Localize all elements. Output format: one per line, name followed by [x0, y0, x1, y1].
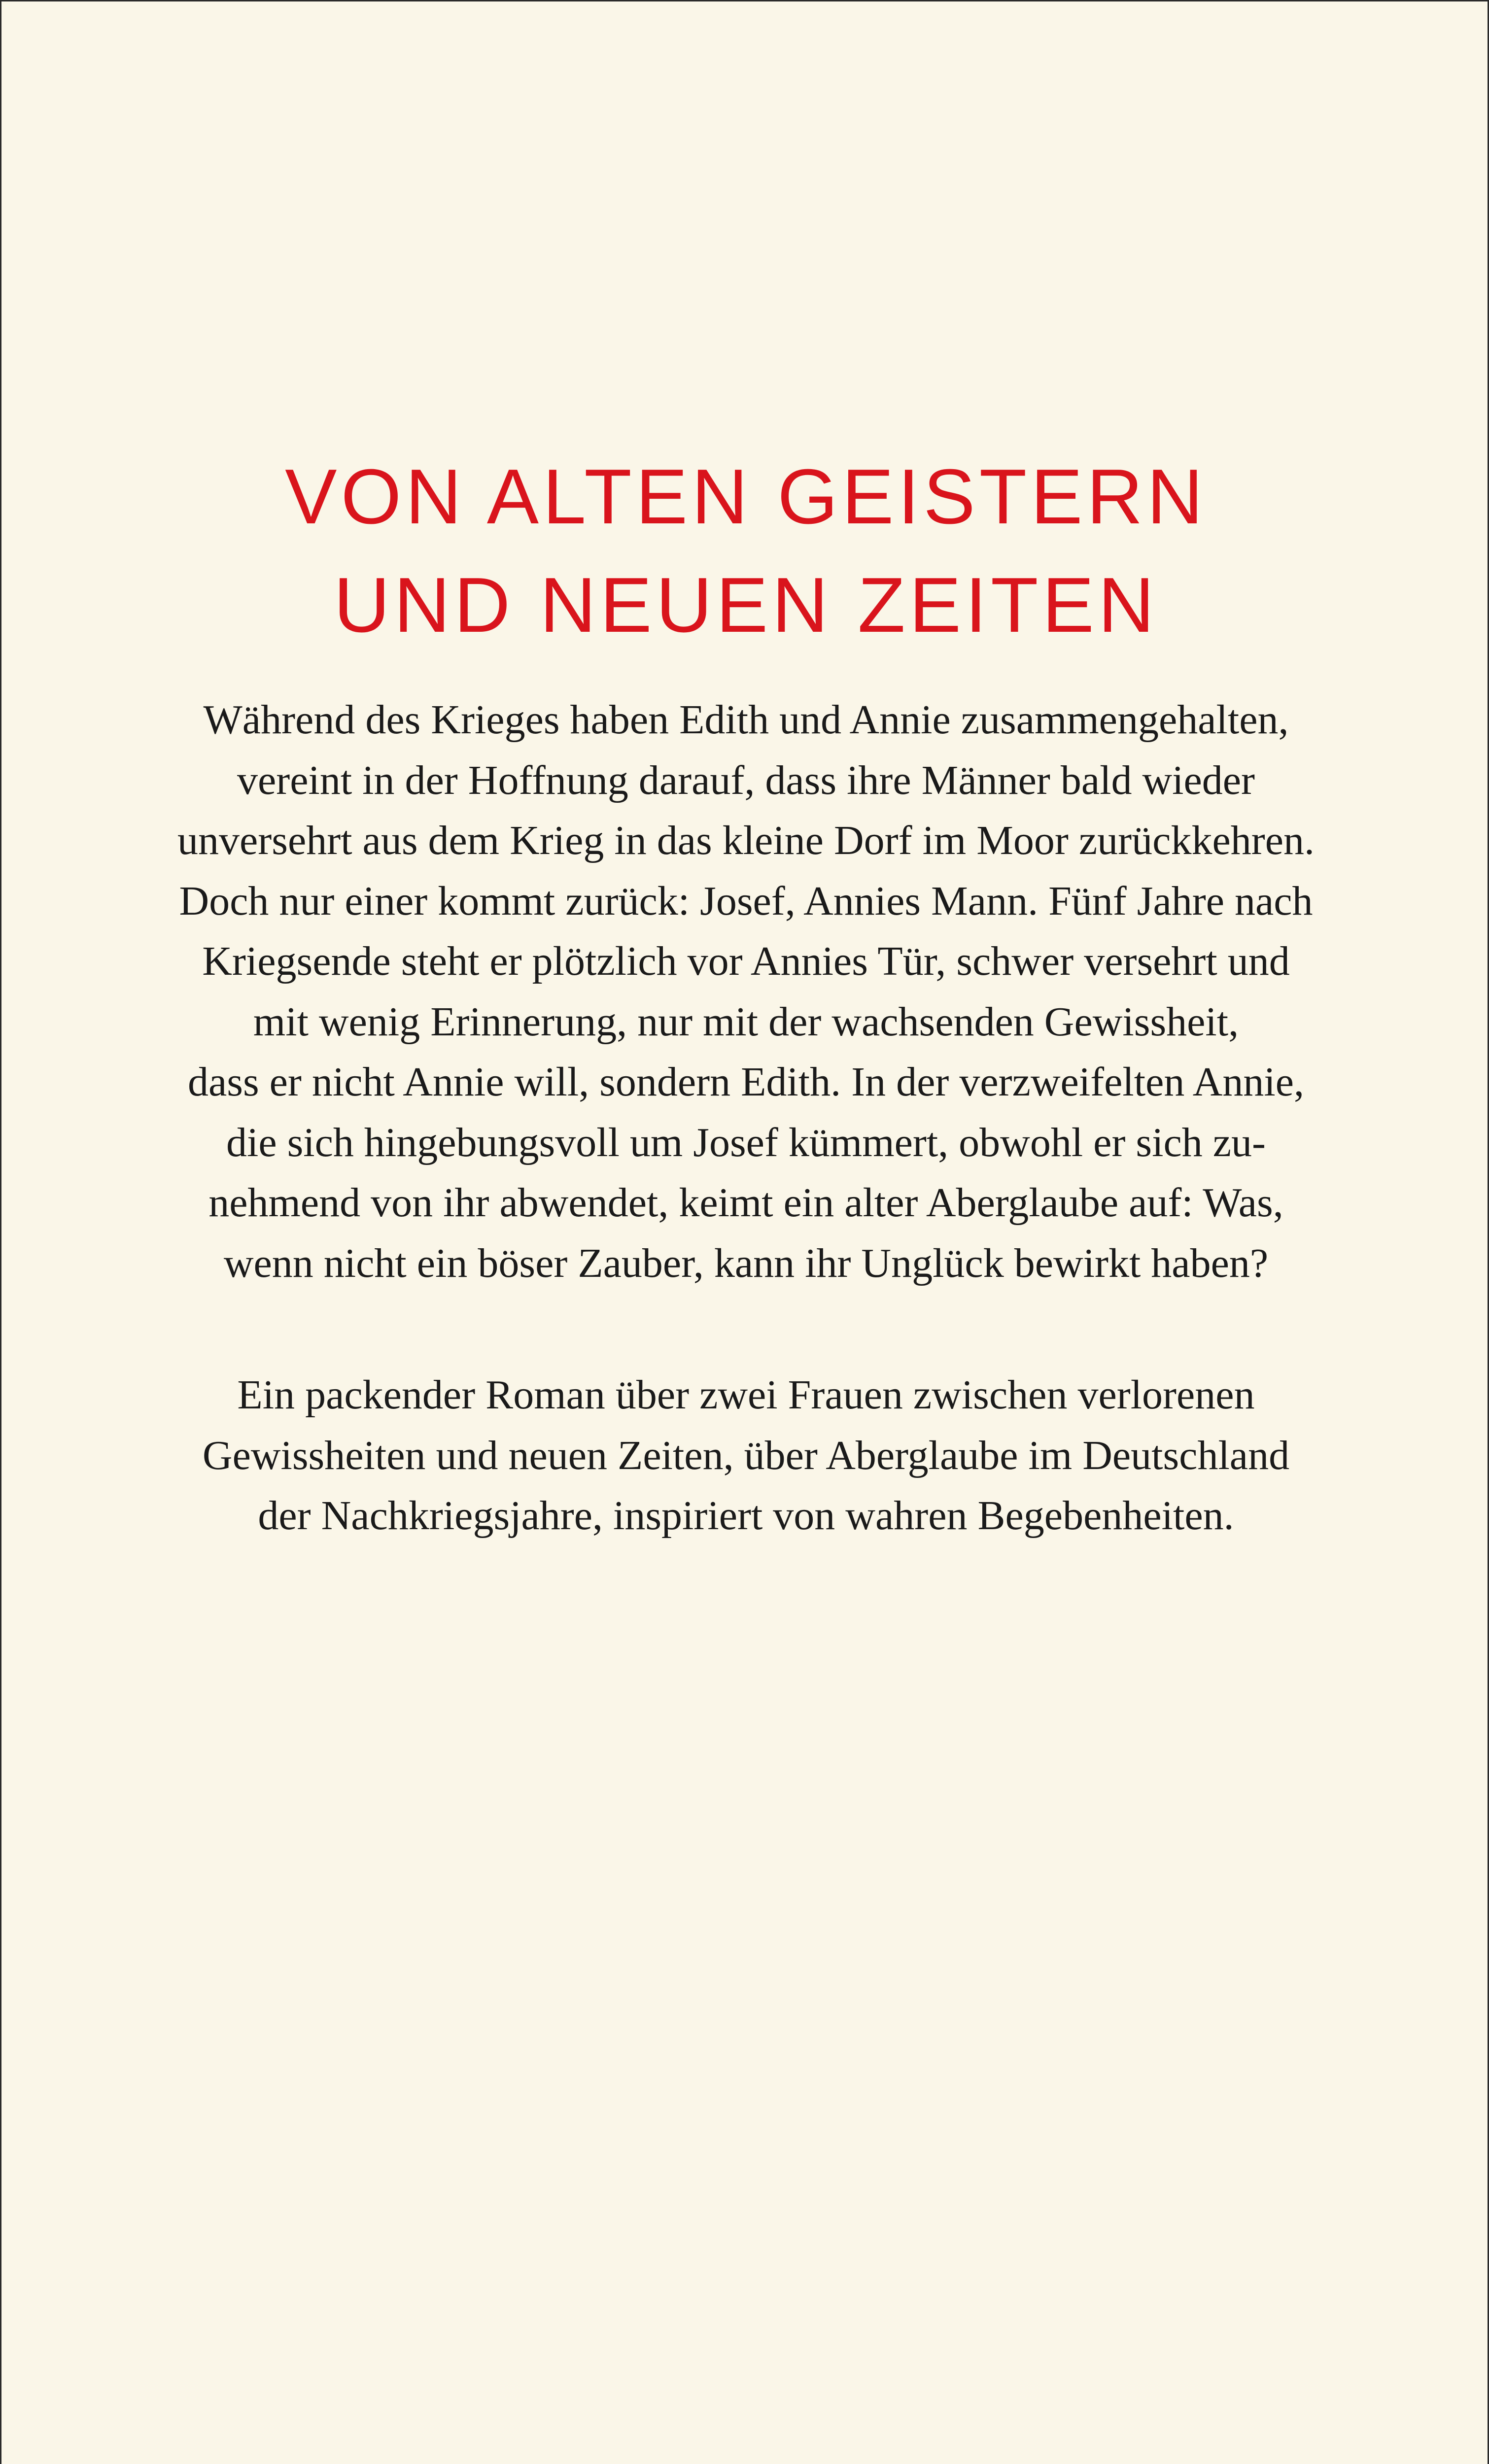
synopsis-line: Kriegsende steht er plötzlich vor Annies Tür, schwer versehrt und	[202, 938, 1290, 984]
synopsis-line: Während des Krieges haben Edith und Annie zusammengehalten,	[203, 697, 1289, 743]
synopsis-paragraph	[1, 690, 1489, 1294]
synopsis-line: unversehrt aus dem Krieg in das kleine Dorf im Moor zurückkehren.	[177, 818, 1315, 863]
synopsis-line: Doch nur einer kommt zurück: Josef, Annies Mann. Fünf Jahre nach	[179, 878, 1313, 924]
synopsis-line: die sich hingebungsvoll um Josef kümmert, obwohl er sich zu-	[226, 1119, 1266, 1165]
tagline-paragraph	[1, 1365, 1489, 1546]
synopsis-line: wenn nicht ein böser Zauber, kann ihr Unglück bewirkt haben?	[223, 1240, 1269, 1286]
tagline-line: Gewissheiten und neuen Zeiten, über Aberglaube im Deutschland	[202, 1432, 1290, 1478]
synopsis-line: mit wenig Erinnerung, nur mit der wachsenden Gewissheit,	[253, 998, 1239, 1045]
tagline-line: Ein packender Roman über zwei Frauen zwischen verlorenen	[237, 1372, 1255, 1418]
synopsis-line: vereint in der Hoffnung darauf, dass ihre Männer bald wieder	[237, 757, 1255, 803]
synopsis-line: dass er nicht Annie will, sondern Edith. In der verzweifelten Annie,	[187, 1059, 1305, 1105]
headline-line-2: UND NEUEN ZEITEN	[334, 562, 1158, 649]
tagline-line: der Nachkriegsjahre, inspiriert von wahren Begebenheiten.	[258, 1493, 1234, 1539]
synopsis-line: nehmend von ihr abwendet, keimt ein alter Aberglaube auf: Was,	[208, 1180, 1283, 1226]
headline-line-1: VON ALTEN GEISTERN	[285, 453, 1207, 540]
